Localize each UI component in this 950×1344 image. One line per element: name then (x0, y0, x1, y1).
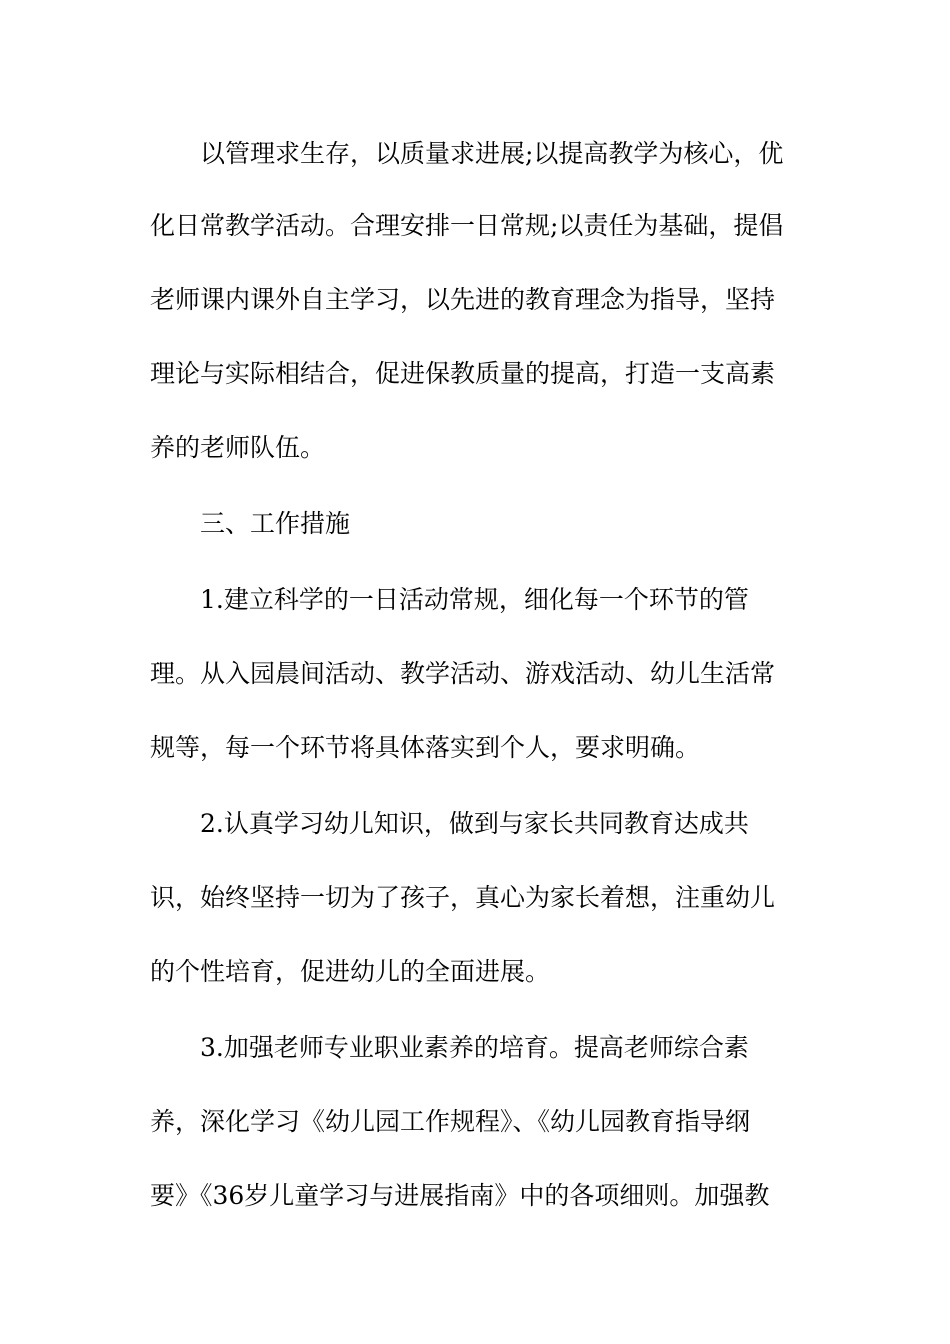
paragraph-line: 1.建立科学的一日活动常规，细化每一个环节的管 (200, 585, 749, 614)
section-heading: 三、工作措施 (200, 509, 351, 538)
paragraph-line: 理。从入园晨间活动、教学活动、游戏活动、幼儿生活常 (150, 659, 776, 688)
paragraph-line: 要》《36岁儿童学习与进展指南》中的各项细则。加强教 (150, 1181, 770, 1210)
paragraph-line: 识，始终坚持一切为了孩子，真心为家长着想，注重幼儿 (150, 883, 776, 912)
paragraph-line: 规等，每一个环节将具体落实到个人，要求明确。 (150, 733, 701, 762)
paragraph-line: 理论与实际相结合，促进保教质量的提高，打造一支高素 (150, 359, 776, 388)
paragraph-line: 养，深化学习《幼儿园工作规程》、《幼儿园教育指导纲 (150, 1107, 751, 1136)
paragraph-line: 老师课内课外自主学习，以先进的教育理念为指导，坚持 (150, 285, 776, 314)
paragraph-line: 2.认真学习幼儿知识，做到与家长共同教育达成共 (200, 809, 749, 838)
paragraph-line: 养的老师队伍。 (150, 433, 326, 462)
paragraph-line: 以管理求生存，以质量求进展;以提高教学为核心，优 (200, 139, 784, 168)
paragraph-line: 3.加强老师专业职业素养的培育。提高老师综合素 (200, 1033, 749, 1062)
paragraph-line: 的个性培育，促进幼儿的全面进展。 (150, 957, 551, 986)
paragraph-line: 化日常教学活动。合理安排一日常规;以责任为基础，提倡 (150, 211, 784, 240)
